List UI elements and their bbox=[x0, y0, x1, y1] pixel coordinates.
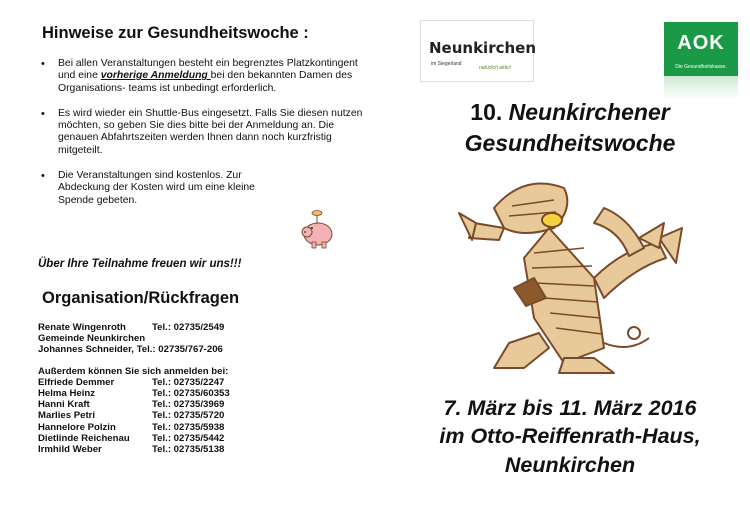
helper-tel: Tel.: 02735/2247 bbox=[152, 376, 225, 388]
helper-tel: Tel.: 02735/3969 bbox=[152, 399, 225, 411]
note-registration-emphasis: vorherige Anmeldung bbox=[100, 70, 211, 82]
aok-logo bbox=[664, 22, 738, 76]
helper-row bbox=[38, 399, 230, 410]
note-shuttle-bus: • Es wird wieder ein Shuttle-Bus eingesetzt. Falls Sie diesen nutzen möchten, so geben Sie dies bitte bei der Anmeldung an. Die genauen Abfahrtszeiten werden Ihnen dann noch kurzfristig mitgeteilt. bbox=[38, 108, 368, 157]
helper-name: Irmhild Weber bbox=[38, 444, 102, 456]
venue-town: Neunkirchen bbox=[504, 453, 636, 477]
helper-tel: Tel.: 02735/5720 bbox=[152, 410, 225, 422]
helper-tel: Tel.: 02735/5938 bbox=[152, 421, 225, 433]
neunkirchen-logo-slogan: natürlich aktiv! bbox=[479, 65, 511, 71]
neunkirchen-logo-region: im Siegerland bbox=[431, 61, 462, 67]
contact-row: Johannes Schneider, Tel.: 02735/767-206 bbox=[38, 344, 223, 356]
aok-logo-fade bbox=[664, 76, 738, 100]
contact-tel: Tel.: 02735/2549 bbox=[152, 322, 225, 333]
organisation-heading: Organisation/Rückfragen bbox=[42, 289, 240, 307]
helper-row bbox=[38, 444, 230, 455]
helper-row bbox=[38, 410, 230, 421]
contact-row bbox=[38, 322, 230, 333]
notes-heading: Hinweise zur Gesundheitswoche : bbox=[42, 24, 309, 42]
piggy-bank-icon bbox=[296, 206, 336, 250]
contacts-list bbox=[38, 322, 230, 455]
helper-row bbox=[38, 422, 230, 433]
note-registration-post: bei den bekannten Damen des Organisations- teams ist unbedingt erforderlich. bbox=[58, 70, 353, 94]
event-title-line2: Gesundheitswoche bbox=[464, 130, 676, 156]
helper-tel: Tel.: 02735/5442 bbox=[152, 432, 225, 444]
event-number: 10. bbox=[470, 99, 503, 125]
mummy-mascot-illustration bbox=[454, 168, 684, 378]
notes-list bbox=[38, 58, 368, 220]
contact-name: Renate Wingenroth bbox=[38, 322, 126, 333]
helper-name: Hanni Kraft bbox=[38, 399, 90, 411]
helper-name: Marlies Petri bbox=[38, 410, 96, 422]
contact-row: Gemeinde Neunkirchen bbox=[38, 333, 146, 345]
event-title-line1 bbox=[390, 99, 750, 126]
helper-name: Hannelore Polzin bbox=[38, 421, 116, 433]
note-registration-pre: Bei allen Veranstaltungen besteht ein begrenztes Platzkontingent und eine bbox=[58, 58, 358, 82]
helper-name: Dietlinde Reichenau bbox=[38, 432, 130, 444]
thanks-line: Über Ihre Teilnahme freuen wir uns!!! bbox=[38, 258, 242, 270]
event-town: Neunkirchener bbox=[508, 99, 670, 125]
helper-name: Elfriede Demmer bbox=[38, 376, 115, 388]
neunkirchen-logo bbox=[420, 20, 537, 82]
also-register-label: Außerdem können Sie sich anmelden bei: bbox=[38, 365, 229, 377]
note-free-events: • Die Veranstaltungen sind kostenlos. Zur Abdeckung der Kosten wird um eine kleine Spende gebeten. bbox=[38, 170, 278, 207]
helper-row bbox=[38, 433, 230, 444]
date-range: 7. März bis 11. März 2016 bbox=[443, 396, 697, 420]
aok-logo-text: AOK bbox=[677, 32, 725, 54]
helper-name: Helma Heinz bbox=[38, 388, 96, 400]
note-registration bbox=[38, 58, 368, 95]
helper-tel: Tel.: 02735/5138 bbox=[152, 444, 225, 456]
neunkirchen-logo-text: Neunkirchen bbox=[429, 39, 537, 57]
title-column bbox=[390, 0, 750, 530]
venue: im Otto-Reiffenrath-Haus, bbox=[439, 424, 701, 448]
helper-tel: Tel.: 02735/60353 bbox=[152, 388, 230, 400]
helper-row bbox=[38, 388, 230, 399]
helper-row bbox=[38, 377, 230, 388]
aok-logo-slogan: Die Gesundheitskasse. bbox=[675, 64, 727, 70]
